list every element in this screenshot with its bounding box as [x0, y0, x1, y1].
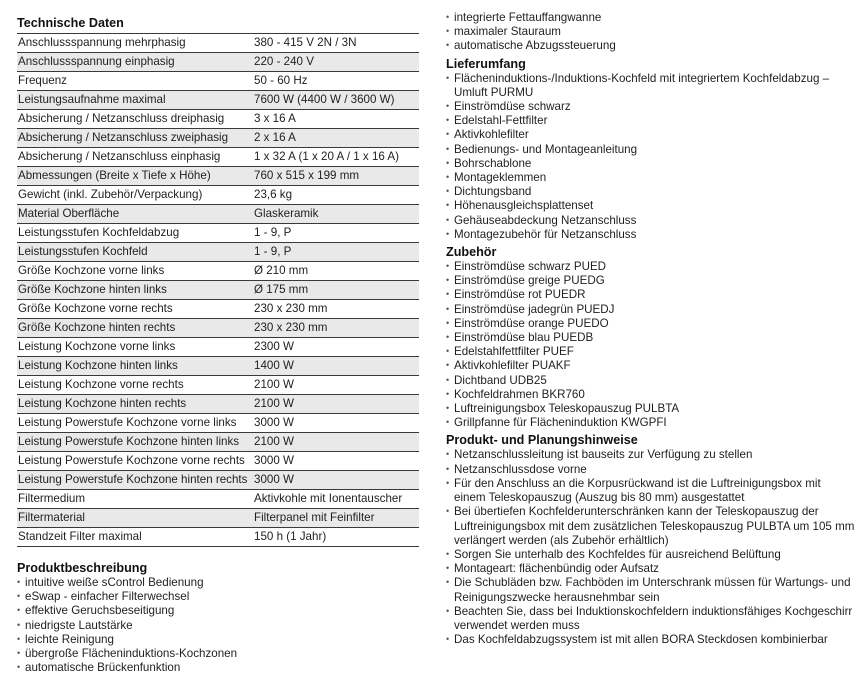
hinweis-item	[446, 505, 854, 548]
spec-value: 2300 W	[252, 338, 419, 357]
spec-label: Leistung Kochzone hinten rechts	[17, 395, 252, 414]
spec-label: Gewicht (inkl. Zubehör/Verpackung)	[17, 186, 252, 205]
spec-label: Leistung Kochzone hinten links	[17, 357, 252, 376]
spec-row	[17, 509, 419, 528]
spec-row	[17, 91, 419, 110]
spec-row	[17, 167, 419, 186]
spec-label: Größe Kochzone vorne links	[17, 262, 252, 281]
spec-row	[17, 319, 419, 338]
spec-row	[17, 490, 419, 509]
spec-value: 760 x 515 x 199 mm	[252, 167, 419, 186]
lieferumfang-item-line: Aktivkohlefilter	[454, 128, 529, 142]
produktbeschreibung-item: • übergroße Flächeninduktions-Kochzonen	[17, 647, 419, 661]
spec-row	[17, 110, 419, 129]
spec-value: 3000 W	[252, 452, 419, 471]
spec-row	[17, 433, 419, 452]
zubehoer-item: • Dichtband UDB25	[446, 374, 854, 388]
hinweis-item	[446, 477, 854, 505]
lieferumfang-item-line: Höhenausgleichsplattenset	[454, 199, 594, 213]
spec-row	[17, 376, 419, 395]
lieferumfang-list	[446, 72, 854, 242]
spec-value: 2100 W	[252, 433, 419, 452]
spec-label: Absicherung / Netzanschluss dreiphasig	[17, 110, 252, 129]
spec-label: Abmessungen (Breite x Tiefe x Höhe)	[17, 167, 252, 186]
technische-daten-table	[17, 33, 419, 547]
hinweis-item-line: Bei übertiefen Kochfelderunterschränken kann der Teleskopauszug der	[454, 505, 819, 519]
left-column	[17, 13, 419, 675]
spec-row	[17, 72, 419, 91]
lieferumfang-item-line: Einströmdüse schwarz	[454, 100, 571, 114]
spec-value: 1400 W	[252, 357, 419, 376]
lieferumfang-item	[446, 72, 854, 100]
spec-value: 380 - 415 V 2N / 3N	[252, 34, 419, 53]
spec-row	[17, 148, 419, 167]
spec-value: Ø 175 mm	[252, 281, 419, 300]
produktbeschreibung-item: • intuitive weiße sControl Bedienung	[17, 576, 419, 590]
spec-value: 50 - 60 Hz	[252, 72, 419, 91]
spec-label: Leistung Powerstufe Kochzone hinten links	[17, 433, 252, 452]
spec-value: 3 x 16 A	[252, 110, 419, 129]
hinweis-item	[446, 576, 854, 604]
spec-row	[17, 129, 419, 148]
spec-label: Material Oberfläche	[17, 205, 252, 224]
hinweis-item	[446, 605, 854, 633]
produktbeschreibung-item: • eSwap - einfacher Filterwechsel	[17, 590, 419, 604]
spec-label: Absicherung / Netzanschluss zweiphasig	[17, 129, 252, 148]
zubehoer-item: • Edelstahlfettfilter PUEF	[446, 345, 854, 359]
spec-row	[17, 414, 419, 433]
technische-daten-heading: Technische Daten	[17, 16, 124, 30]
produktbeschreibung-item: • maximaler Stauraum	[446, 25, 854, 39]
hinweise-list	[446, 448, 854, 647]
produktbeschreibung-continued-list	[446, 11, 854, 54]
lieferumfang-item	[446, 157, 854, 171]
spec-label: Leistung Powerstufe Kochzone hinten rechts	[17, 471, 252, 490]
spec-label: Leistung Kochzone vorne rechts	[17, 376, 252, 395]
spec-value: Filterpanel mit Feinfilter	[252, 509, 419, 528]
spec-row	[17, 471, 419, 490]
spec-value: 23,6 kg	[252, 186, 419, 205]
zubehoer-item: • Grillpfanne für Flächeninduktion KWGPFI	[446, 416, 854, 430]
produktbeschreibung-item: • leichte Reinigung	[17, 633, 419, 647]
zubehoer-item: • Einströmdüse greige PUEDG	[446, 274, 854, 288]
spec-value: Glaskeramik	[252, 205, 419, 224]
spec-value: Aktivkohle mit Ionentauscher	[252, 490, 419, 509]
spec-label: Standzeit Filter maximal	[17, 528, 252, 547]
spec-value: 230 x 230 mm	[252, 319, 419, 338]
lieferumfang-heading: Lieferumfang	[446, 56, 526, 71]
spec-row	[17, 53, 419, 72]
spec-value: 3000 W	[252, 414, 419, 433]
spec-label: Anschlussspannung einphasig	[17, 53, 252, 72]
spec-value: 2100 W	[252, 376, 419, 395]
zubehoer-item: • Einströmdüse schwarz PUED	[446, 260, 854, 274]
spec-row	[17, 243, 419, 262]
zubehoer-item: • Einströmdüse orange PUEDO	[446, 317, 854, 331]
spec-label: Anschlussspannung mehrphasig	[17, 34, 252, 53]
produktbeschreibung-item: • automatische Brückenfunktion	[17, 661, 419, 675]
spec-label: Leistung Kochzone vorne links	[17, 338, 252, 357]
hinweis-item-line: verwendet werden muss	[454, 618, 580, 632]
hinweis-item	[446, 562, 854, 576]
zubehoer-item: • Einströmdüse jadegrün PUEDJ	[446, 303, 854, 317]
spec-row	[17, 357, 419, 376]
spec-label: Größe Kochzone hinten rechts	[17, 319, 252, 338]
lieferumfang-item	[446, 214, 854, 228]
spec-row	[17, 395, 419, 414]
zubehoer-item: • Einströmdüse blau PUEDB	[446, 331, 854, 345]
lieferumfang-item-line: Gehäuseabdeckung Netzanschluss	[454, 213, 637, 227]
lieferumfang-item	[446, 171, 854, 185]
lieferumfang-item-line: Edelstahl-Fettfilter	[454, 114, 548, 128]
lieferumfang-item-line: Bohrschablone	[454, 156, 532, 170]
produktbeschreibung-item: • niedrigste Lautstärke	[17, 619, 419, 633]
spec-row	[17, 205, 419, 224]
lieferumfang-item	[446, 228, 854, 242]
hinweis-item	[446, 463, 854, 477]
spec-value: 220 - 240 V	[252, 53, 419, 72]
hinweis-item-line: Netzanschlussleitung ist bauseits zur Verfügung zu stellen	[454, 448, 753, 462]
right-column	[446, 11, 854, 647]
hinweis-item-line: Montageart: flächenbündig oder Aufsatz	[454, 562, 659, 576]
spec-row	[17, 300, 419, 319]
spec-row	[17, 34, 419, 53]
lieferumfang-item	[446, 100, 854, 114]
spec-row	[17, 338, 419, 357]
produktbeschreibung-item: • automatische Abzugssteuerung	[446, 39, 854, 53]
spec-row	[17, 281, 419, 300]
spec-label: Größe Kochzone vorne rechts	[17, 300, 252, 319]
spec-value: Ø 210 mm	[252, 262, 419, 281]
hinweis-item-line: Für den Anschluss an die Korpusrückwand ist die Luftreinigungsbox mit	[454, 476, 821, 490]
zubehoer-heading: Zubehör	[446, 245, 497, 260]
hinweis-item-line: Die Schubläden bzw. Fachböden im Unterschrank müssen für Wartungs- und	[454, 576, 851, 590]
zubehoer-item: • Aktivkohlefilter PUAKF	[446, 359, 854, 373]
spec-row	[17, 224, 419, 243]
hinweis-item-line: Das Kochfeldabzugssystem ist mit allen BORA Steckdosen kombinierbar	[454, 633, 828, 647]
produktbeschreibung-list	[17, 576, 419, 675]
hinweis-item-line: verlängert werden (als Zubehör erhältlich)	[454, 533, 669, 547]
lieferumfang-item	[446, 199, 854, 213]
hinweis-item	[446, 548, 854, 562]
spec-label: Filtermedium	[17, 490, 252, 509]
hinweis-item-line: Netzanschlussdose vorne	[454, 462, 587, 476]
spec-label: Filtermaterial	[17, 509, 252, 528]
spec-value: 1 - 9, P	[252, 224, 419, 243]
hinweis-item-line: Sorgen Sie unterhalb des Kochfeldes für ausreichend Belüftung	[454, 547, 781, 561]
hinweis-item	[446, 633, 854, 647]
spec-label: Leistung Powerstufe Kochzone vorne links	[17, 414, 252, 433]
hinweis-item	[446, 448, 854, 462]
lieferumfang-item-line: Dichtungsband	[454, 185, 532, 199]
spec-label: Leistungsstufen Kochfeld	[17, 243, 252, 262]
spec-label: Größe Kochzone hinten links	[17, 281, 252, 300]
spec-value: 150 h (1 Jahr)	[252, 528, 419, 547]
lieferumfang-item	[446, 185, 854, 199]
spec-label: Leistungsaufnahme maximal	[17, 91, 252, 110]
zubehoer-list	[446, 260, 854, 430]
spec-row	[17, 452, 419, 471]
lieferumfang-item	[446, 128, 854, 142]
spec-label: Leistungsstufen Kochfeldabzug	[17, 224, 252, 243]
spec-label: Absicherung / Netzanschluss einphasig	[17, 148, 252, 167]
produktbeschreibung-heading: Produktbeschreibung	[17, 561, 148, 575]
spec-value: 2100 W	[252, 395, 419, 414]
spec-value: 2 x 16 A	[252, 129, 419, 148]
lieferumfang-item-line: Montagezubehör für Netzanschluss	[454, 227, 637, 241]
lieferumfang-item	[446, 114, 854, 128]
spec-value: 1 - 9, P	[252, 243, 419, 262]
spec-value: 3000 W	[252, 471, 419, 490]
lieferumfang-item-line: Umluft PURMU	[454, 85, 534, 99]
zubehoer-item: • Kochfeldrahmen BKR760	[446, 388, 854, 402]
zubehoer-item: • Luftreinigungsbox Teleskopauszug PULBTA	[446, 402, 854, 416]
spec-value: 7600 W (4400 W / 3600 W)	[252, 91, 419, 110]
produktbeschreibung-item: • effektive Geruchsbeseitigung	[17, 604, 419, 618]
lieferumfang-item-line: Bedienungs- und Montageanleitung	[454, 142, 638, 156]
spec-row	[17, 186, 419, 205]
spec-label: Leistung Powerstufe Kochzone vorne rechts	[17, 452, 252, 471]
hinweise-heading: Produkt- und Planungshinweise	[446, 433, 638, 448]
lieferumfang-item-line: Flächeninduktions-/Induktions-Kochfeld mit integriertem Kochfeldabzug –	[454, 71, 830, 85]
spec-label: Frequenz	[17, 72, 252, 91]
spec-value: 1 x 32 A (1 x 20 A / 1 x 16 A)	[252, 148, 419, 167]
spec-row	[17, 262, 419, 281]
hinweis-item-line: Beachten Sie, dass bei Induktionskochfeldern induktionsfähiges Kochgeschirr	[454, 604, 853, 618]
hinweis-item-line: einem Teleskopauszug (Auszug bis 80 mm) ausgestattet	[454, 491, 745, 505]
lieferumfang-item	[446, 143, 854, 157]
lieferumfang-item-line: Montageklemmen	[454, 171, 547, 185]
hinweis-item-line: Luftreinigungsbox mit dem zusätzlichen Teleskopauszug PULBTA um 105 mm	[454, 519, 855, 533]
hinweis-item-line: Reinigungszwecke herausnehmbar sein	[454, 590, 660, 604]
produktbeschreibung-item: • integrierte Fettauffangwanne	[446, 11, 854, 25]
spec-value: 230 x 230 mm	[252, 300, 419, 319]
spec-row	[17, 528, 419, 547]
zubehoer-item: • Einströmdüse rot PUEDR	[446, 288, 854, 302]
